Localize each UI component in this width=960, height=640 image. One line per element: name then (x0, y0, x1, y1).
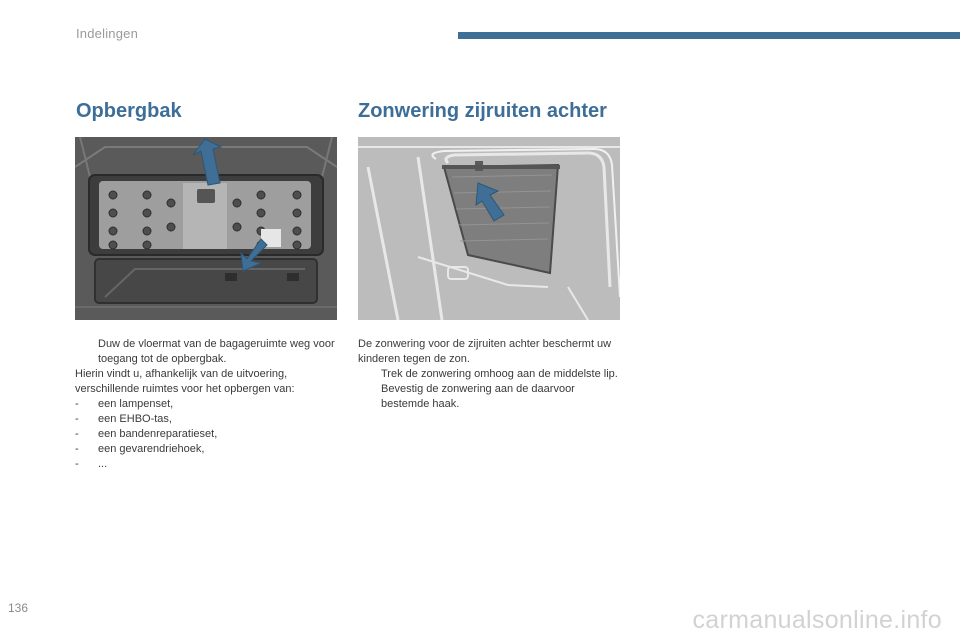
instruction-text: Bevestig de zonwering aan de daarvoor bestemde haak. (381, 383, 575, 410)
intro-line-2: verschillende ruimtes voor het opbergen van: (75, 383, 295, 395)
dash-marker: - (75, 443, 79, 455)
header-bar (458, 32, 960, 39)
intro-paragraph: De zonwering voor de zijruiten achter beschermt uw kinderen tegen de zon. (358, 338, 612, 365)
zonwering-text (358, 337, 620, 412)
sunblind-figure (358, 137, 620, 320)
list-item (75, 427, 345, 442)
intro-line-1: Hierin vindt u, afhankelijk van de uitvoering, (75, 368, 288, 380)
list-item (75, 442, 345, 457)
list-item (75, 397, 345, 412)
list-item (75, 457, 345, 472)
page-number: 136 (8, 601, 29, 615)
dash-marker: - (75, 413, 79, 425)
sunblind-illustration (358, 137, 620, 320)
title-opbergbak: Opbergbak (76, 100, 182, 122)
title-zonwering: Zonwering zijruiten achter (358, 100, 607, 122)
watermark: carmanualsonline.info (692, 606, 942, 634)
instruction-text: Duw de vloermat van de bagageruimte weg voor toegang tot de opbergbak. (98, 338, 335, 365)
list-item (75, 412, 345, 427)
dash-marker: - (75, 398, 79, 410)
list-item-text: een lampenset, (98, 398, 174, 410)
list-item-text: een gevarendriehoek, (98, 443, 205, 455)
opbergbak-text (75, 337, 345, 472)
dash-marker: - (75, 428, 79, 440)
dash-marker: - (75, 458, 79, 470)
list-item-text: ... (98, 458, 108, 470)
list-item-text: een bandenreparatieset, (98, 428, 218, 440)
instruction-item (358, 382, 620, 412)
instruction-item (75, 337, 345, 367)
list-item-text: een EHBO-tas, (98, 413, 172, 425)
instruction-text: Trek de zonwering omhoog aan de middelste lip. (381, 368, 618, 380)
storage-compartment-figure (75, 137, 337, 320)
instruction-item (358, 367, 620, 382)
section-label: Indelingen (76, 26, 138, 41)
storage-compartment-illustration (75, 137, 337, 320)
